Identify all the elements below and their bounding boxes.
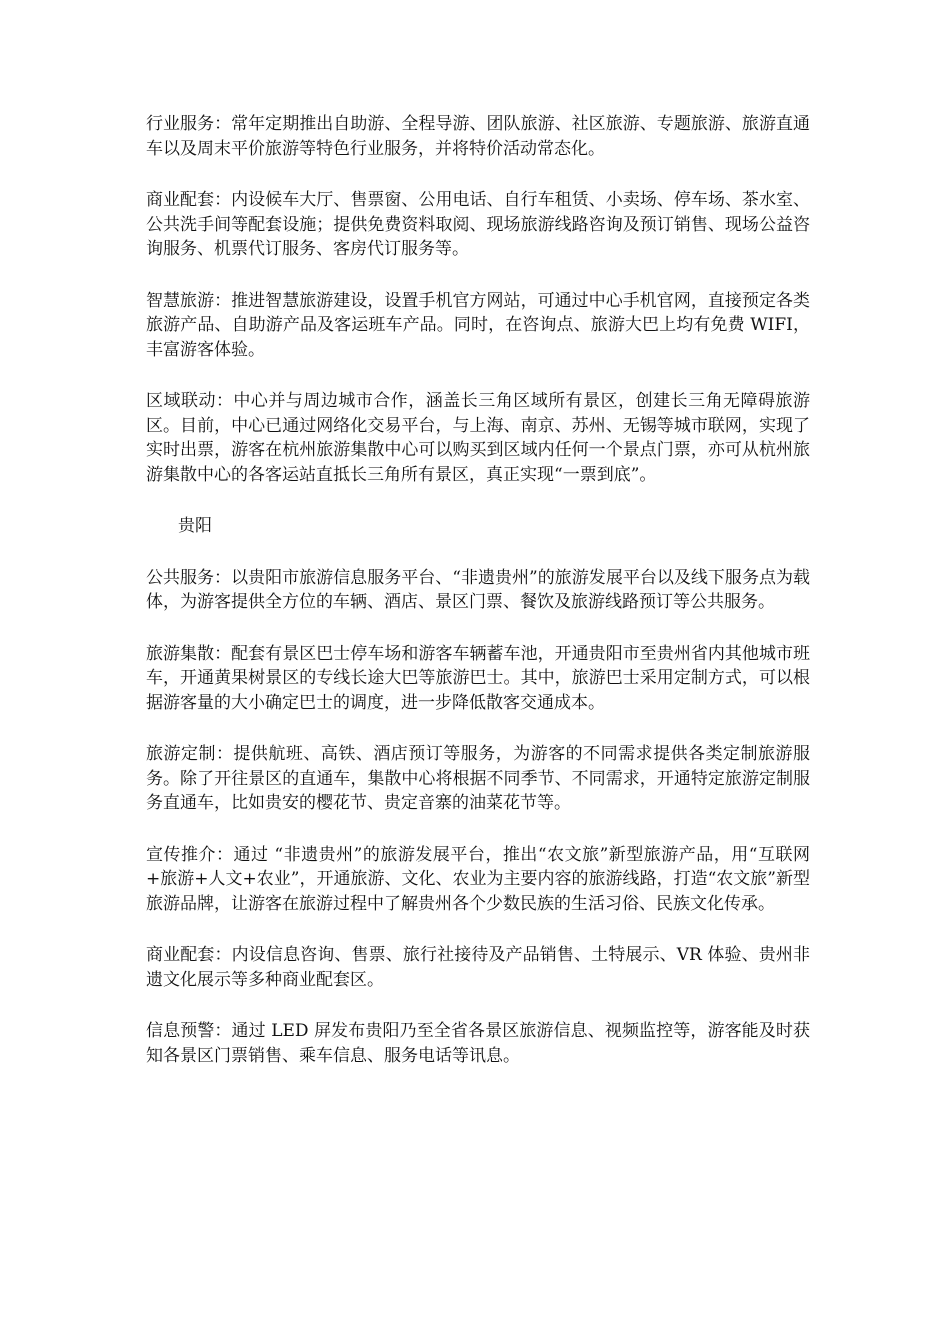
section-heading-guiyang: 贵阳 [178, 516, 212, 536]
document-page [146, 112, 810, 1095]
paragraph-regional-linkage: 区域联动：中心并与周边城市合作，涵盖长三角区域所有景区，创建长三角无障碍旅游区。目前，中心已通过网络化交易平台，与上海、南京、苏州、无锡等城市联网，实现了实时出票，游客在杭州旅游集散中心可以购买到区域内任何一个景点门票，亦可从杭州旅游集散中心的各客运站直抵长三角所有景区，真正实现“一票到底”。 [146, 391, 810, 485]
paragraph-public-service: 公共服务：以贵阳市旅游信息服务平台、“非遗贵州”的旅游发展平台以及线下服务点为载体，为游客提供全方位的车辆、酒店、景区门票、餐饮及旅游线路预订等公共服务。 [146, 567, 810, 612]
paragraph-promotion: 宣传推介：通过 “非遗贵州”的旅游发展平台，推出“农文旅”新型旅游产品，用“互联网+旅游+人文+农业”，开通旅游、文化、农业为主要内容的旅游线路，打造“农文旅”新型旅游品牌，让游客在旅游过程中了解贵州各个少数民族的生活习俗、民族文化传承。 [146, 844, 810, 914]
paragraph-information-alert: 信息预警：通过 LED 屏发布贵阳乃至全省各景区旅游信息、视频监控等，游客能及时获知各景区门票销售、乘车信息、服务电话等讯息。 [146, 1021, 810, 1066]
paragraph-tourism-distribution: 旅游集散：配套有景区巴士停车场和游客车辆蓄车池，开通贵阳市至贵州省内其他城市班车，开通黄果树景区的专线长途大巴等旅游巴士。其中，旅游巴士采用定制方式，可以根据游客量的大小确定巴士的调度，进一步降低散客交通成本。 [146, 643, 810, 713]
paragraph-commercial-facilities-guiyang: 商业配套：内设信息咨询、售票、旅行社接待及产品销售、土特展示、VR 体验、贵州非遗文化展示等多种商业配套区。 [146, 945, 810, 990]
paragraph-commercial-facilities: 商业配套：内设候车大厅、售票窗、公用电话、自行车租赁、小卖场、停车场、茶水室、公共洗手间等配套设施；提供免费资料取阅、现场旅游线路咨询及预订销售、现场公益咨询服务、机票代订服务、客房代订服务等。 [146, 190, 810, 259]
paragraph-industry-service: 行业服务：常年定期推出自助游、全程导游、团队旅游、社区旅游、专题旅游、旅游直通车以及周末平价旅游等特色行业服务，并将特价活动常态化。 [146, 114, 810, 159]
paragraph-tourism-customization: 旅游定制：提供航班、高铁、酒店预订等服务，为游客的不同需求提供各类定制旅游服务。除了开往景区的直通车，集散中心将根据不同季节、不同需求，开通特定旅游定制服务直通车，比如贵安的樱花节、贵定音寨的油菜花节等。 [146, 744, 810, 813]
paragraph-smart-tourism: 智慧旅游：推进智慧旅游建设，设置手机官方网站，可通过中心手机官网，直接预定各类旅游产品、自助游产品及客运班车产品。同时，在咨询点、旅游大巴上均有免费 WIFI，丰富游客体验。 [146, 290, 810, 360]
